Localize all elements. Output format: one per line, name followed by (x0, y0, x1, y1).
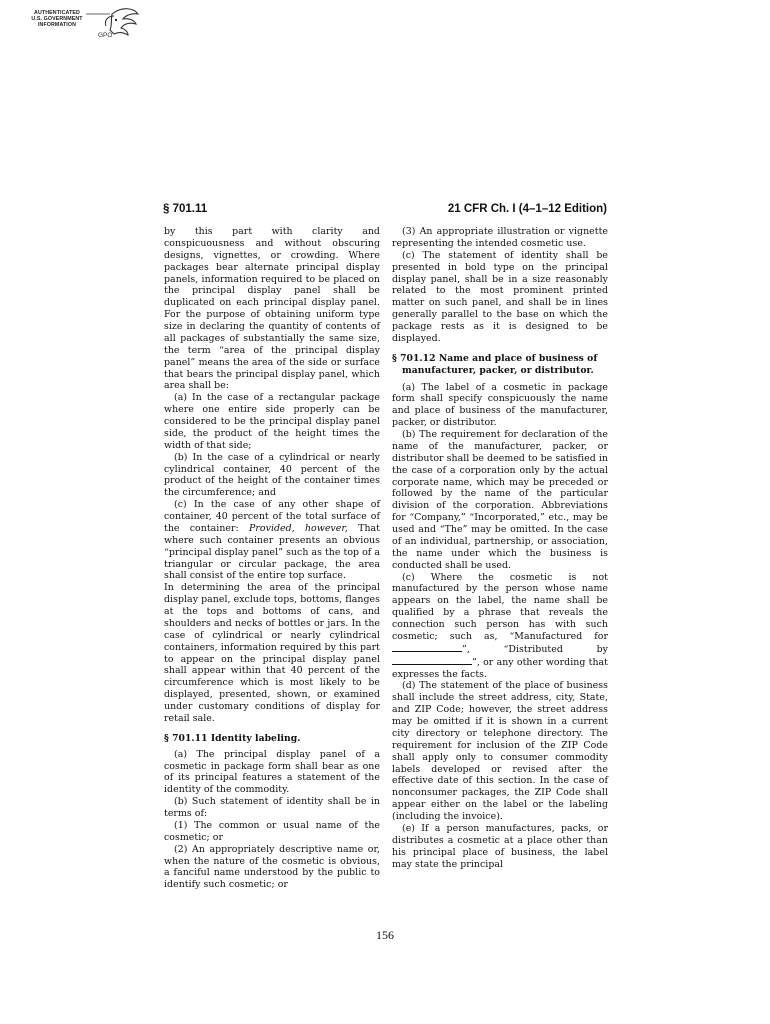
fill-in-blank (392, 643, 462, 652)
paragraph: (a) The principal display panel of a cosmetic in package form shall bear as one of its principal features a statement of the identity of the commodity. (164, 748, 380, 796)
left-column (164, 226, 380, 891)
paragraph: (b) The requirement for declaration of the name of the manufacturer, packer, or distributor shall be deemed to be satisfied in the case of a corporation only by the actual corporate name, which may be preceded or followed by the name of the particular division of the corporation. Abbreviations for “Company,” “Incorporated,” etc., may be used and “The” may be omitted. In the case of an individual, partnership, or association, the name under which the business is conducted shall be used. (392, 429, 608, 571)
italic-proviso: Provided, however, (249, 522, 348, 534)
paragraph: (a) In the case of a rectangular package where one entire side properly can be considered to be the principal display panel side, the product of the height times the width of that side; (164, 392, 380, 451)
paragraph: (d) The statement of the place of business shall include the street address, city, State, and ZIP Code; however, the street address may be omitted if it is shown in a current city directory or telephone directory. The requirement for inclusion of the ZIP Code shall apply only to consumer commodity labels developed or revised after the effective date of this section. In the case of nonconsumer packages, the ZIP Code shall appear either on the label or the labeling (including the invoice). (392, 680, 608, 822)
paragraph: (a) The label of a cosmetic in package form shall specify conspicuously the name and place of business of the manufacturer, packer, or distributor. (392, 381, 608, 429)
eagle-icon (26, 4, 144, 48)
paragraph: (2) An appropriately descriptive name or, when the nature of the cosmetic is obvious, a fanciful name understood by the public to identify such cosmetic; or (164, 843, 380, 891)
text-run: ”, “Distributed by (462, 643, 608, 655)
page-header (163, 203, 607, 219)
paragraph: by this part with clarity and conspicuousness and without obscuring designs, vignettes, or crowding. Where packages bear alternate principal display panels, information required to be placed on the principal display panel shall be duplicated on each principal display panel. For the purpose of obtaining uniform type size in declaring the quantity of contents of all packages of substantially the same size, the term “area of the principal display panel” means the area of the side or surface that bears the principal display panel, which area shall be: (164, 226, 380, 392)
section-heading-line: § 701.12 Name and place of business of (392, 352, 598, 364)
section-heading: § 701.11 Identity labeling. (164, 732, 301, 744)
seal-line: INFORMATION (37, 22, 77, 29)
paragraph: (1) The common or usual name of the cosmetic; or (164, 819, 380, 843)
section-heading-line: manufacturer, packer, or distributor. (402, 364, 594, 376)
right-column (392, 226, 608, 870)
paragraph: (b) In the case of a cylindrical or nearly cylindrical container, 40 percent of the product of the height of the container times the circumference; and (164, 451, 380, 499)
paragraph (164, 499, 380, 582)
seal-line: U.S. GOVERNMENT (31, 16, 83, 23)
text-run: ”, or any other wording that expresses the facts. (392, 656, 608, 680)
seal-gpo-text: GPO (98, 32, 113, 39)
header-section-number: § 701.11 (163, 203, 208, 215)
paragraph: In determining the area of the principal display panel, exclude tops, bottoms, flanges at the tops and bottoms of cans, and shoulders and necks of bottles or jars. In the case of cylindrical or nearly cylindrical containers, information required by this part to appear on the principal display panel shall appear within that 40 percent of the circumference which is most likely to be displayed, presented, shown, or examined under customary conditions of display for retail sale. (164, 582, 380, 724)
text-run: That where such container presents an obvious “principal display panel” such as the top of a triangular or circular package, the area shall consist of the entire top surface. (164, 522, 380, 582)
fill-in-blank (392, 656, 472, 665)
paragraph: (e) If a person manufactures, packs, or distributes a cosmetic at a place other than his principal place of business, the label may state the principal (392, 822, 608, 870)
seal-line: AUTHENTICATED (34, 10, 80, 16)
paragraph: (3) An appropriate illustration or vignette representing the intended cosmetic use. (392, 226, 608, 249)
paragraph (392, 572, 608, 681)
page-number: 156 (376, 928, 394, 942)
paragraph: (b) Such statement of identity shall be in terms of: (164, 796, 380, 819)
text-run: (c) In the case of any other shape of container, 40 percent of the total surface of the container: (164, 499, 380, 534)
text-run: (c) Where the cosmetic is not manufactured by the person whose name appears on the label, the name shall be qualified by a phrase that reveals the connection such person has with such cosmetic; such as, “Manufactured for (392, 571, 608, 642)
paragraph: (c) The statement of identity shall be presented in bold type on the principal display panel, shall be in a size reasonably related to the most prominent printed matter on such panel, and shall be in lines generally parallel to the base on which the package rests as it is designed to be displayed. (392, 249, 608, 344)
header-edition: 21 CFR Ch. I (4–1–12 Edition) (447, 203, 607, 215)
gpo-authentication-seal (26, 4, 144, 48)
section-heading (392, 353, 608, 377)
